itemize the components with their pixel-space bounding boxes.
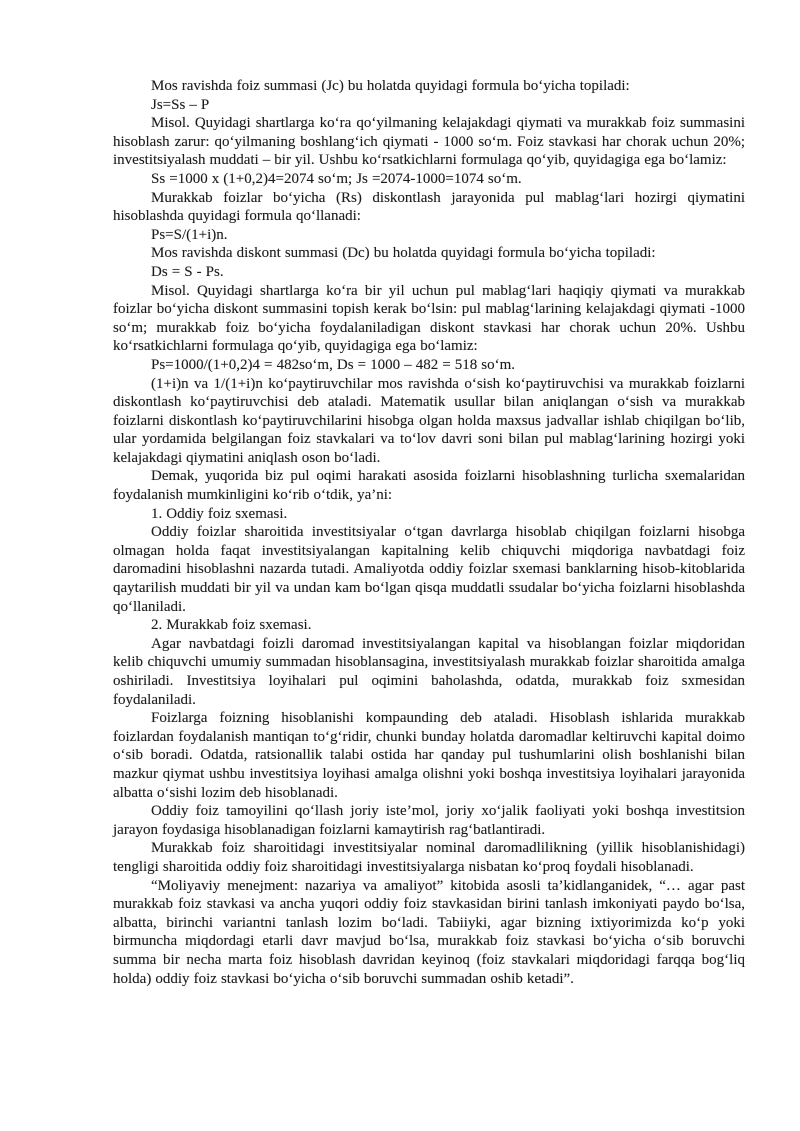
formula-line: Js=Ss – P bbox=[151, 96, 210, 113]
paragraph: Misol. Quyidagi shartlarga ko‘ra qo‘yilmaning kelajakdagi qiymati va murakkab foiz summasini hisoblash zarur: qo‘yilmaning boshlang‘ich qiymati - 1000 so‘m. Foiz stavkasi har chorak uchun 20%; investitsiyalash muddati – bir yil. Ushbu ko‘rsatkichlarni formulaga qo‘yib, quyidagiga ega bo‘lamiz: bbox=[113, 115, 745, 169]
formula-line: Ds = S - Ps. bbox=[151, 263, 224, 280]
paragraph: Mos ravishda foiz summasi (Jc) bu holatda quyidagi formula bo‘yicha topiladi: bbox=[151, 78, 630, 94]
formula-line: Ps=S/(1+i)n. bbox=[151, 226, 228, 243]
formula-line: Ps=1000/(1+0,2)4 = 482so‘m, Ds = 1000 – 482 = 518 so‘m. bbox=[151, 356, 516, 373]
paragraph: (1+i)n va 1/(1+i)n ko‘paytiruvchilar mos ravishda o‘sish ko‘paytiruvchisi va murakkab foizlarni diskontlash ko‘paytiruvchisi deb ataladi. Matematik usullar bilan aniqlangan o‘sish va murakkab foizlarni diskontlash ko‘paytiruvchilarini hisobga olgan holda maxsus jadvallar ishlab chiqilgan bo‘lib, ular yordamida belgilangan foiz stavkalari va to‘lov davri soni bilan pul mablag‘larining hozirgi yoki kelajakdagi qiymatini aniqlash oson bo‘ladi. bbox=[113, 375, 745, 466]
paragraph: Murakkab foizlar bo‘yicha (Rs) diskontlash jarayonida pul mablag‘lari hozirgi qiymatini hisoblashda quyidagi formula qo‘llanadi: bbox=[113, 189, 745, 225]
paragraph: “Moliyaviy menejment: nazariya va amaliyot” kitobida asosli ta’kidlanganidek, “… agar past murakkab foiz stavkasi va ancha yuqori oddiy foiz stavkasidan birini tanlash imkoniyati paydo bo‘lsa, albatta, birinchi variantni tanlash lozim bo‘ladi. Tabiiyki, agar bizning ixtiyorimizda ko‘p yoki birmuncha miqdordagi etarli davr mavjud bo‘lsa, murakkab foiz stavkasi bo‘yicha o‘sib boruvchi summa bir necha marta foiz hisoblash davridan keyinoq (foiz stavkalari miqdoridagi farqqa bog‘liq holda) oddiy foiz stavkasi bo‘yicha o‘sib boruvchi summadan oshib ketadi”. bbox=[113, 877, 745, 987]
paragraph: Murakkab foiz sharoitidagi investitsiyalar nominal daromadlilikning (yillik hisoblanishidagi) tengligi sharoitida oddiy foiz sharoitidagi investitsiyalarga nisbatan ko‘proq foydali hisoblanadi. bbox=[113, 840, 745, 875]
formula-line: 2. Murakkab foiz sxemasi. bbox=[151, 617, 312, 634]
document-body bbox=[113, 77, 745, 988]
paragraph: Demak, yuqorida biz pul oqimi harakati asosida foizlarni hisoblashning turlicha sxemalaridan foydalanish mumkinligini ko‘rib o‘tdik, ya’ni: bbox=[113, 468, 745, 504]
paragraph: Agar navbatdagi foizli daromad investitsiyalangan kapital va hisoblangan foizlar miqdoridan kelib chiquvchi umumiy summadan hisoblansagina, investitsiyalash murakkab foizlar sharoitida amalga oshiriladi. Investitsiya loyihalari pul oqimini baholashda, odatda, murakkab foiz sxmesidan foydalaniladi. bbox=[113, 635, 745, 708]
formula-line: 1. Oddiy foiz sxemasi. bbox=[151, 505, 288, 522]
paragraph: Oddiy foizlar sharoitida investitsiyalar o‘tgan davrlarga hisoblab chiqilgan foizlarni hisobga olmagan holda faqat investitsiyalangan kapitalning kelib chiquvchi miqdoriga navbatdagi foiz daromadini hisoblashni nazarda tutadi. Amaliyotda oddiy foizlar sxemasi banklarning hisob-kitoblarida qaytarilish muddati bir yil va undan kam bo‘lgan qisqa muddatli ssudalar bo‘yicha foizlarni hisoblashda qo‘llaniladi. bbox=[113, 524, 745, 615]
paragraph: Misol. Quyidagi shartlarga ko‘ra bir yil uchun pul mablag‘lari haqiqiy qiymati va murakkab foizlar bo‘yicha diskont summasini topish kerak bo‘lsin: pul mablag‘larining kelajakdagi qiymati -1000 so‘m; murakkab foiz bo‘yicha foydalaniladigan diskont stavkasi har chorak uchun 20%. Ushbu ko‘rsatkichlarni formulaga qo‘yib, quyidagiga ega bo‘lamiz: bbox=[113, 282, 745, 355]
formula-line: Ss =1000 x (1+0,2)4=2074 so‘m; Js =2074-1000=1074 so‘m. bbox=[151, 170, 522, 187]
paragraph: Foizlarga foizning hisoblanishi kompaunding deb ataladi. Hisoblash ishlarida murakkab foizlardan foydalanish mantiqan to‘g‘ridir, chunki bunday holatda daromadlar keltiruvchi kapital doimo o‘sib boradi. Odatda, ratsionallik talabi ostida har qanday pul tushumlarini olish boshlanishi bilan mazkur qiymat ushbu investitsiya loyihasi amalga olishni yoki boshqa investitsiya loyihalari jarayonida albatta o‘sishi lozim deb hisoblanadi. bbox=[113, 710, 745, 801]
paragraph: Oddiy foiz tamoyilini qo‘llash joriy iste’mol, joriy xo‘jalik faoliyati yoki boshqa investitsion jarayon foydasiga hisoblanadigan foizlarni kamaytirish rag‘batlantiradi. bbox=[113, 803, 745, 838]
paragraph: Mos ravishda diskont summasi (Dc) bu holatda quyidagi formula bo‘yicha topiladi: bbox=[151, 245, 656, 262]
